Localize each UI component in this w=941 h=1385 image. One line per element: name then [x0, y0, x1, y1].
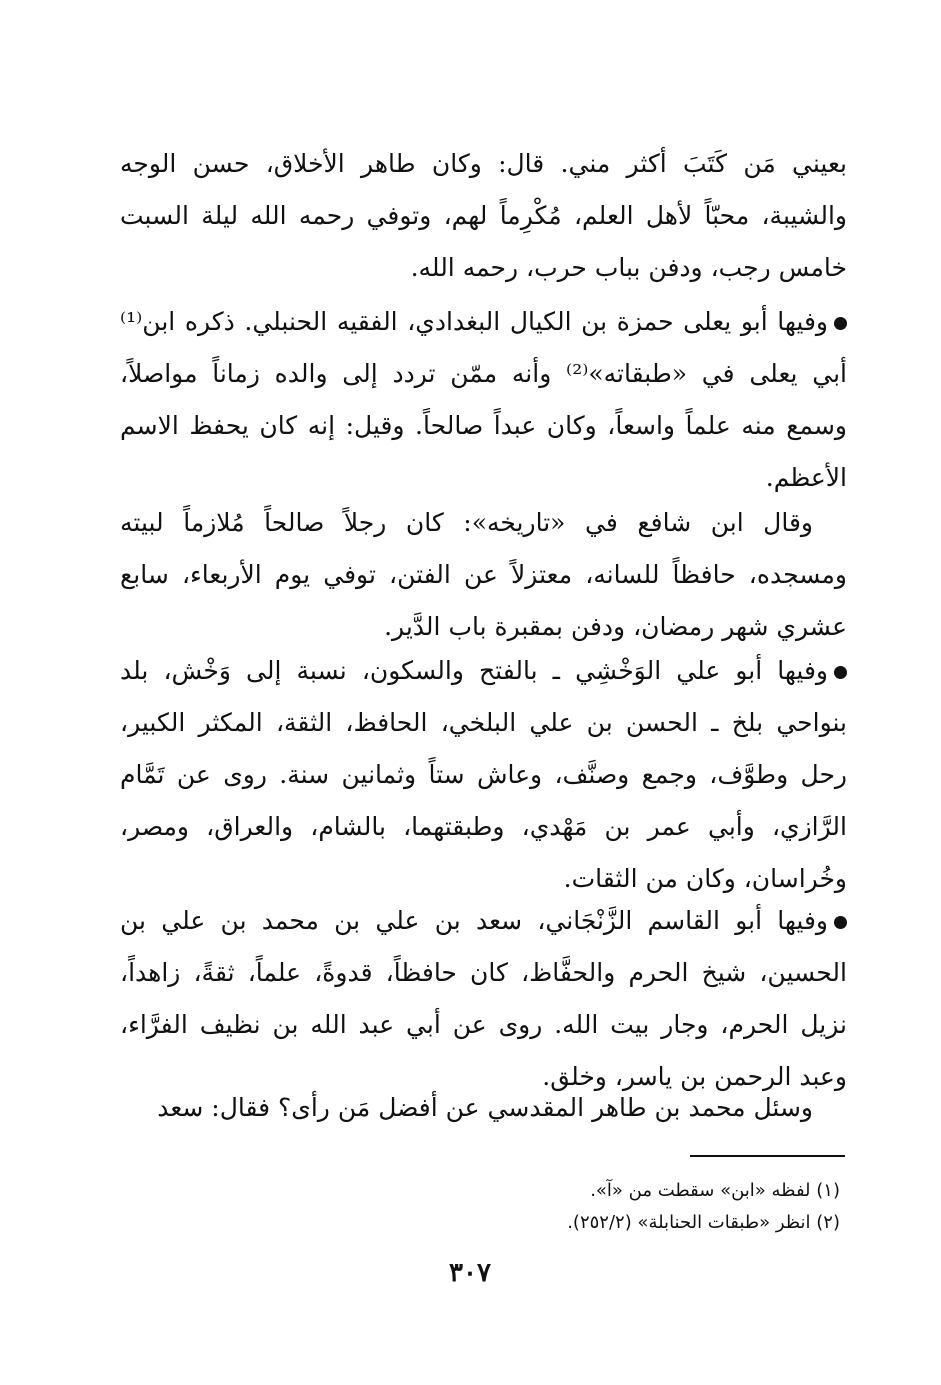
paragraph-text: وفيها أبو علي الوَخْشِي ـ بالفتح والسكون، نسبة إلى وَخْش، بلد بنواحي بلخ ـ الحسن بن علي البلخي، الحافظ، الثقة، المكثر الكبير، رحل وطوَّف، وجمع وصنَّف، وعاش ستاً وثمانين سنة. روى عن تَمَّام الرَّازي، وأبي عمر بن مَهْدي، وطبقتهما، بالشام، والعراق، ومصر، وخُراسان، وكان من الثقات.: [120, 656, 847, 893]
bullet-icon: [834, 666, 847, 679]
bullet-icon: [834, 317, 847, 330]
paragraph-continuation: بعيني مَن كَتَبَ أكثر مني. قال: وكان طاهر الأخلاق، حسن الوجه والشيبة، محبّاً لأهل العلم، مُكْرِماً لهم، وتوفي رحمه الله ليلة السبت خامس رجب، ودفن بباب حرب، رحمه الله.: [120, 149, 847, 282]
paragraph-ibn-shafi-quote: وقال ابن شافع في «تاريخه»: كان رجلاً صالحاً مُلازماً لبيته ومسجده، حافظاً للسانه، معتزلاً عن الفتن، توفي يوم الأربعاء، سابع عشري شهر رمضان، ودفن بمقبرة باب الدَّير.: [120, 508, 847, 641]
paragraph-text: وفيها أبو يعلى حمزة بن الكيال البغدادي، الفقيه الحنبلي. ذكره ابن⁽¹⁾ أبي يعلى في «طبقاته»⁽²⁾ وأنه ممّن تردد إلى والده زماناً مواصلاً، وسمع منه علماً واسعاً، وكان عبداً صالحاً. وقيل: إنه كان يحفظ الاسم الأعظم.: [120, 307, 847, 492]
paragraph-hamza-ibn-al-kayyal: [120, 296, 847, 504]
paragraph-text: وفيها أبو القاسم الزَّنْجَاني، سعد بن علي بن محمد بن علي بن الحسين، شيخ الحرم والحفَّاظ، كان حافظاً، قدوةً، علماً، ثقةً، زاهداً، نزيل الحرم، وجار بيت الله. روى عن أبي عبد الله بن نظيف الفرَّاء، وعبد الرحمن بن ياسر، وخلق.: [120, 906, 847, 1091]
footnote-divider: [690, 1155, 845, 1157]
footnotes: [400, 1175, 840, 1239]
footnote-2: (٢) انظر «طبقات الحنابلة» (٢٥٢/٢).: [567, 1212, 840, 1233]
footnote-1: (١) لفظه «ابن» سقطت من «آ».: [590, 1180, 840, 1201]
paragraph-al-wakhshi: [120, 645, 847, 905]
page-number: ٣٠٧: [449, 1258, 491, 1288]
paragraph-al-zanjani: [120, 895, 847, 1103]
bullet-icon: [834, 916, 847, 929]
paragraph-muhammad-ibn-tahir: وسئل محمد بن طاهر المقدسي عن أفضل مَن رأى؟ فقال: سعد: [157, 1093, 813, 1122]
